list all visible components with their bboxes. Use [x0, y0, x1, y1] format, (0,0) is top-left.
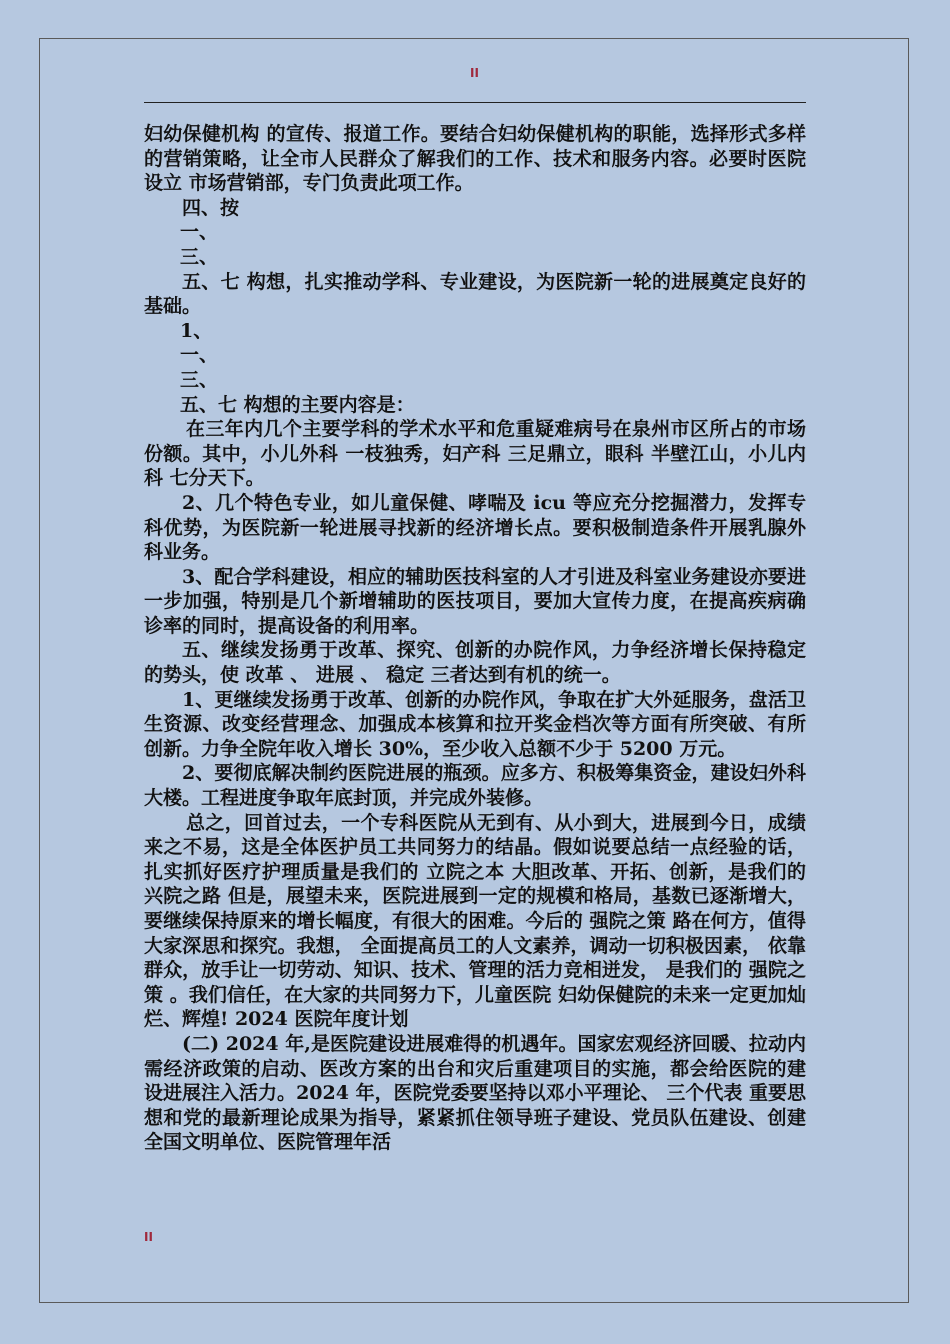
- list-marker: 一、: [180, 344, 219, 367]
- paragraph: 1、更继续发扬勇于改革、创新的办院作风，争取在扩大外延服务，盘活卫生资源、改变经营理念、加强成本核算和拉开奖金档次等方面有所突破、有所创新。力争全院年收入增长 30%，至少收入总额不少于 5200 万元。: [144, 688, 806, 760]
- header-mark: II: [470, 66, 479, 80]
- paragraph: (二) 2024 年,是医院建设进展难得的机遇年。国家宏观经济回暖、拉动内需经济政策的启动、医改方案的出台和灾后重建项目的实施，都会给医院的建设进展注入活力。2024 年，医院党委要坚持以邓小平理论、 三个代表 重要思想和党的最新理论成果为指导，紧紧抓住领导班子建设、党员队伍建设、创建全国文明单位、医院管理年活: [144, 1032, 806, 1154]
- list-marker: 三、: [180, 245, 219, 268]
- footer-mark: II: [144, 1230, 153, 1244]
- paragraph: 总之，回首过去，一个专科医院从无到有、从小到大，进展到今日，成绩来之不易，这是全体医护员工共同努力的结晶。假如说要总结一点经验的话，扎实抓好医疗护理质量是我们的 立院之本 大胆改革、开拓、创新，是我们的 兴院之路 但是，展望未来，医院进展到一定的规模和格局，基数已逐渐增大，要继续保持原来的增长幅度，有很大的困难。今后的 强院之策 路在何方，值得大家深思和探究。我想， 全面提高员工的人文素养，调动一切积极因素， 依靠群众，放手让一切劳动、知识、技术、管理的活力竞相迸发， 是我们的 强院之策 。我们信任，在大家的共同努力下，儿童医院 妇幼保健院的未来一定更加灿烂、辉煌! 2024 医院年度计划: [144, 811, 806, 1031]
- section-heading: 五、七 构想，扎实推动学科、专业建设，为医院新一轮的进展奠定良好的基础。: [144, 270, 806, 318]
- paragraph: 2、要彻底解决制约医院进展的瓶颈。应多方、积极筹集资金，建设妇外科大楼。工程进度争取年底封顶，并完成外装修。: [144, 762, 806, 810]
- paragraph: 在三年内几个主要学科的学术水平和危重疑难病号在泉州市区所占的市场份额。其中，小儿外科 一枝独秀，妇产科 三足鼎立，眼科 半壁江山，小儿内科 七分天下。: [144, 418, 806, 490]
- list-marker: 一、: [180, 221, 219, 244]
- header-divider: [144, 102, 806, 103]
- list-marker: 三、: [180, 368, 219, 391]
- paragraph: 3、配合学科建设，相应的辅助医技科室的人才引进及科室业务建设亦要进一步加强，特别是几个新增辅助的医技项目，要加大宣传力度，在提高疾病确诊率的同时，提高设备的利用率。: [144, 565, 806, 637]
- section-heading: 四、按: [182, 196, 240, 219]
- section-heading: 五、七 构想的主要内容是：: [180, 393, 415, 416]
- paragraph: 妇幼保健机构 的宣传、报道工作。要结合妇幼保健机构的职能，选择形式多样的营销策略，让全市人民群众了解我们的工作、技术和服务内容。必要时医院设立 市场营销部，专门负责此项工作。: [144, 123, 806, 195]
- list-marker: 1、: [180, 319, 213, 342]
- paragraph: 2、几个特色专业，如儿童保健、哮喘及 icu 等应充分挖掘潜力，发挥专科优势，为医院新一轮进展寻找新的经济增长点。要积极制造条件开展乳腺外科业务。: [144, 491, 806, 564]
- paragraph: 五、继续发扬勇于改革、探究、创新的办院作风，力争经济增长保持稳定的势头，使 改革 、 进展 、 稳定 三者达到有机的统一。: [144, 639, 806, 687]
- document-body: [144, 122, 806, 1155]
